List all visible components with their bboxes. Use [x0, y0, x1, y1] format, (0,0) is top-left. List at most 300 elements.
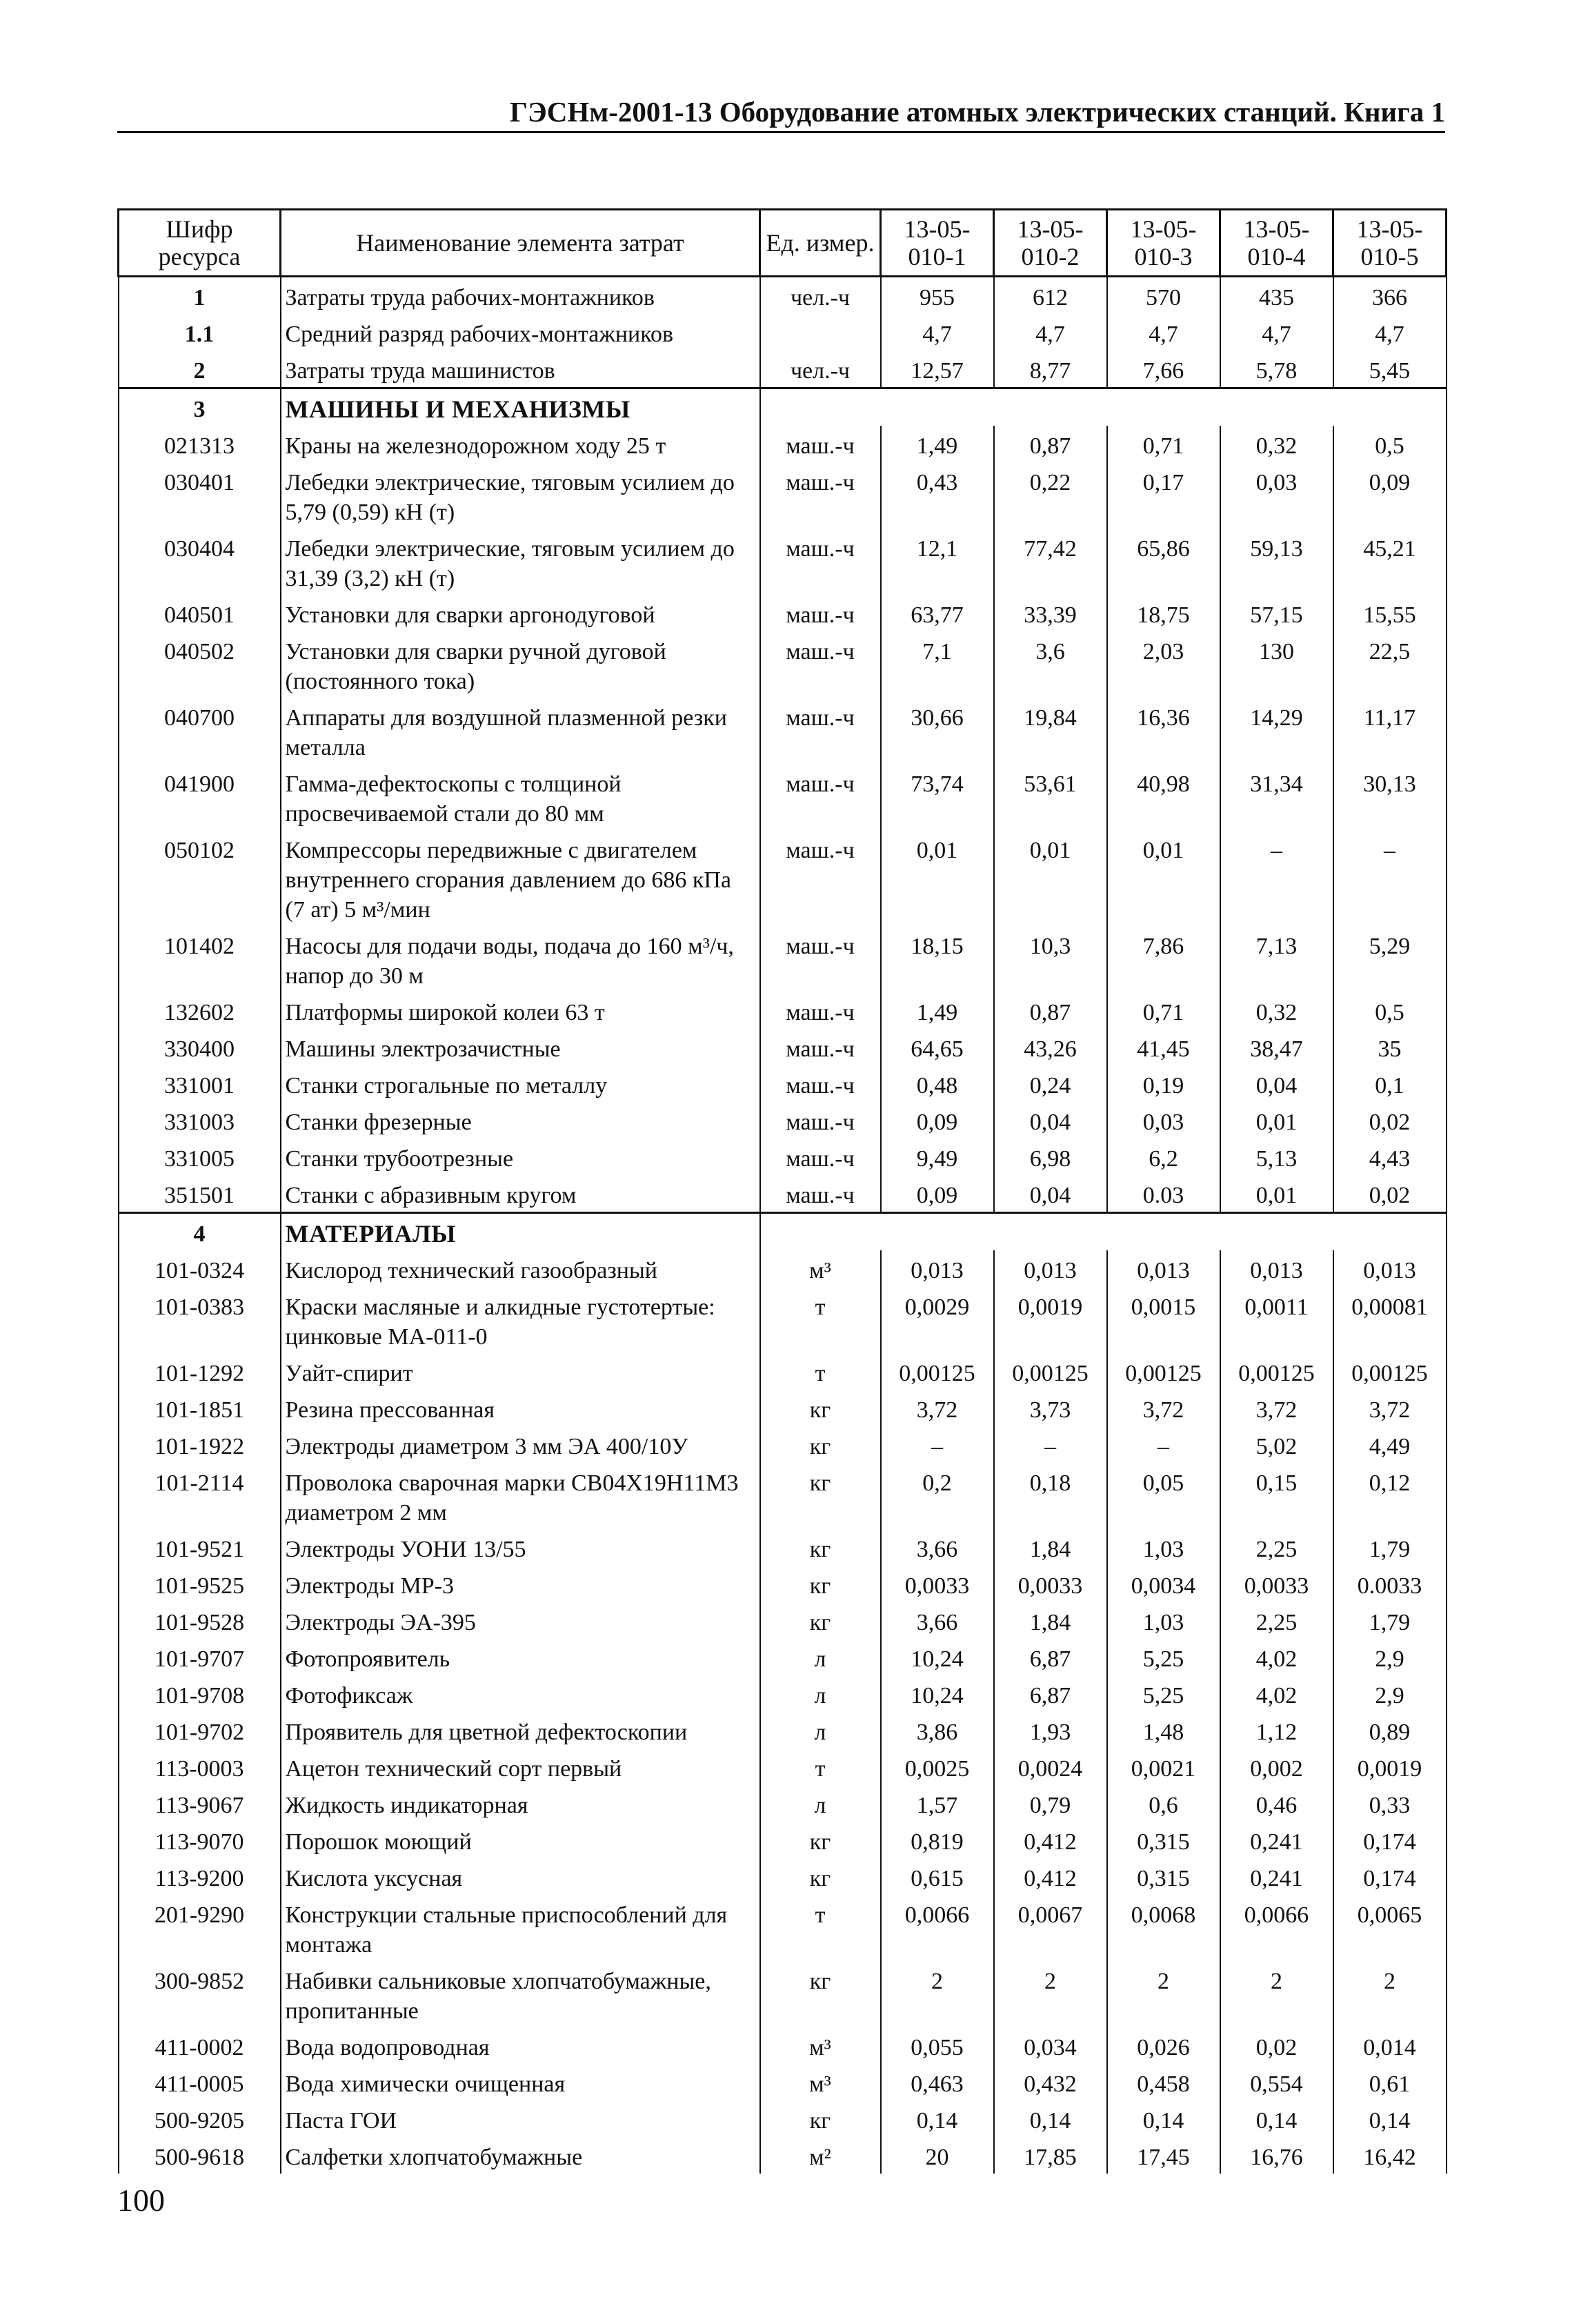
resource-code: 050102	[119, 830, 281, 926]
norm-value-5: 15,55	[1333, 595, 1447, 631]
resource-code: 101-9702	[119, 1712, 281, 1749]
resource-unit: маш.-ч	[760, 1029, 881, 1065]
resource-code: 500-9205	[119, 2100, 281, 2137]
norm-value-2: 0,412	[994, 1858, 1107, 1895]
norm-value-4: 0,554	[1220, 2064, 1333, 2100]
resource-code: 040501	[119, 595, 281, 631]
resource-unit: кг	[760, 1566, 881, 1602]
norm-value-2: 0,00125	[994, 1353, 1107, 1390]
resource-unit: м³	[760, 2027, 881, 2064]
norm-value-4: 0,02	[1220, 2027, 1333, 2064]
resource-unit: маш.-ч	[760, 698, 881, 764]
norm-value-1: 10,24	[881, 1639, 994, 1675]
table-row	[119, 926, 1447, 992]
resource-name: Конструкции стальные приспособлений для монтажа	[281, 1895, 760, 1961]
resource-unit: л	[760, 1712, 881, 1749]
resource-code: 101-0324	[119, 1250, 281, 1287]
resource-unit: т	[760, 1895, 881, 1961]
norm-value-5: 4,49	[1333, 1426, 1447, 1463]
norm-value-5: 0.0033	[1333, 1566, 1447, 1602]
norm-value-2: 19,84	[994, 698, 1107, 764]
norm-value-5: 5,29	[1333, 926, 1447, 992]
norm-value-1: 0,463	[881, 2064, 994, 2100]
norm-value-4: 0,0066	[1220, 1895, 1333, 1961]
table-row	[119, 631, 1447, 698]
resource-code: 101-9525	[119, 1566, 281, 1602]
norm-value-2: 0,01	[994, 830, 1107, 926]
norm-value-3: 2	[1107, 1961, 1220, 2027]
norm-value-1: 3,66	[881, 1602, 994, 1639]
resource-code: 113-9200	[119, 1858, 281, 1895]
resource-name: Установки для сварки ручной дуговой (постоянного тока)	[281, 631, 760, 698]
norm-value-3: 18,75	[1107, 595, 1220, 631]
norm-value-2: 0,87	[994, 992, 1107, 1029]
resource-code: 101-0383	[119, 1287, 281, 1353]
norm-value-3: 1,03	[1107, 1529, 1220, 1566]
section-filler	[881, 388, 994, 426]
resource-unit: маш.-ч	[760, 529, 881, 595]
norm-value-2: 6,98	[994, 1139, 1107, 1175]
table-row	[119, 426, 1447, 462]
resource-name: Электроды диаметром 3 мм ЭА 400/10У	[281, 1426, 760, 1463]
norm-value-2: 1,93	[994, 1712, 1107, 1749]
norm-value-5: 0,33	[1333, 1785, 1447, 1822]
norm-value-4: 16,76	[1220, 2137, 1333, 2174]
norm-value-3: 0.03	[1107, 1175, 1220, 1213]
norm-value-4: 5,13	[1220, 1139, 1333, 1175]
norm-value-1: 3,66	[881, 1529, 994, 1566]
norm-value-4: 0,0011	[1220, 1287, 1333, 1353]
resource-name: Средний разряд рабочих-монтажников	[281, 314, 760, 351]
resource-name: Краны на железнодорожном ходу 25 т	[281, 426, 760, 462]
norm-value-5: 0,1	[1333, 1065, 1447, 1102]
norm-value-3: 6,2	[1107, 1139, 1220, 1175]
table-row	[119, 1961, 1447, 2027]
section-filler	[1220, 388, 1333, 426]
resource-code: 2	[119, 351, 281, 388]
table-row	[119, 1712, 1447, 1749]
norm-value-4: 0,32	[1220, 992, 1333, 1029]
norm-value-1: 1,49	[881, 992, 994, 1029]
resource-unit: кг	[760, 1822, 881, 1858]
table-row	[119, 277, 1447, 315]
table-row	[119, 1822, 1447, 1858]
norm-value-4: 2	[1220, 1961, 1333, 2027]
resource-code: 113-0003	[119, 1749, 281, 1785]
resource-code: 113-9067	[119, 1785, 281, 1822]
norm-value-3: 0,6	[1107, 1785, 1220, 1822]
norm-value-2: 0,22	[994, 462, 1107, 529]
section-code: 4	[119, 1213, 281, 1251]
resource-name: Резина прессованная	[281, 1390, 760, 1426]
table-row	[119, 595, 1447, 631]
resource-unit: л	[760, 1675, 881, 1712]
page-number: 100	[117, 2183, 165, 2218]
norm-value-5: 16,42	[1333, 2137, 1447, 2174]
table-row	[119, 1463, 1447, 1529]
resource-unit: чел.-ч	[760, 351, 881, 388]
norm-value-2: 0,013	[994, 1250, 1107, 1287]
section-filler	[994, 1213, 1107, 1251]
norm-value-4: –	[1220, 830, 1333, 926]
norm-value-5: 0,00125	[1333, 1353, 1447, 1390]
resource-unit: т	[760, 1287, 881, 1353]
section-row	[119, 1213, 1447, 1251]
table-row	[119, 2064, 1447, 2100]
norm-value-5: 0,174	[1333, 1858, 1447, 1895]
resource-code: 040502	[119, 631, 281, 698]
norm-value-3: 4,7	[1107, 314, 1220, 351]
norm-value-5: 0,89	[1333, 1712, 1447, 1749]
table-row	[119, 1029, 1447, 1065]
table-row	[119, 1639, 1447, 1675]
norm-value-5: 0,0019	[1333, 1749, 1447, 1785]
norm-value-5: 2	[1333, 1961, 1447, 2027]
norm-value-4: 57,15	[1220, 595, 1333, 631]
resource-unit: т	[760, 1749, 881, 1785]
norm-value-4: 38,47	[1220, 1029, 1333, 1065]
norm-value-4: 0,15	[1220, 1463, 1333, 1529]
resource-code: 101-9521	[119, 1529, 281, 1566]
column-header-norm-2: 13-05-010-2	[994, 210, 1107, 277]
section-row	[119, 388, 1447, 426]
section-filler	[760, 1213, 881, 1251]
norm-value-1: 3,86	[881, 1712, 994, 1749]
norm-value-5: 0,174	[1333, 1822, 1447, 1858]
resource-code: 101-9708	[119, 1675, 281, 1712]
norm-value-2: 8,77	[994, 351, 1107, 388]
norm-value-3: 0,458	[1107, 2064, 1220, 2100]
norm-value-4: 0,002	[1220, 1749, 1333, 1785]
resource-unit: кг	[760, 1390, 881, 1426]
norm-value-4: 3,72	[1220, 1390, 1333, 1426]
resource-name: Вода химически очищенная	[281, 2064, 760, 2100]
resource-name: Станки строгальные по металлу	[281, 1065, 760, 1102]
norm-value-5: 366	[1333, 277, 1447, 315]
resource-unit: чел.-ч	[760, 277, 881, 315]
norm-value-4: 5,02	[1220, 1426, 1333, 1463]
norm-value-1: 0,0066	[881, 1895, 994, 1961]
norm-value-4: 0,14	[1220, 2100, 1333, 2137]
resource-name: Проявитель для цветной дефектоскопии	[281, 1712, 760, 1749]
norm-value-3: 0,14	[1107, 2100, 1220, 2137]
norm-value-4: 59,13	[1220, 529, 1333, 595]
norm-value-5: 0,013	[1333, 1250, 1447, 1287]
norm-value-3: 16,36	[1107, 698, 1220, 764]
column-header-name: Наименование элемента затрат	[281, 210, 760, 277]
norm-value-3: 0,19	[1107, 1065, 1220, 1102]
norm-value-2: 0,04	[994, 1175, 1107, 1213]
resource-name: Краски масляные и алкидные густотертые: цинковые МА-011-0	[281, 1287, 760, 1353]
norm-value-5: 30,13	[1333, 764, 1447, 830]
norm-value-1: 20	[881, 2137, 994, 2174]
table-row	[119, 529, 1447, 595]
norm-value-2: 0,0024	[994, 1749, 1107, 1785]
norm-value-5: 1,79	[1333, 1602, 1447, 1639]
resource-unit: кг	[760, 1602, 881, 1639]
norm-value-4: 130	[1220, 631, 1333, 698]
table-row	[119, 830, 1447, 926]
resource-code: 030401	[119, 462, 281, 529]
norm-value-4: 0,241	[1220, 1858, 1333, 1895]
table-row	[119, 2137, 1447, 2174]
resource-unit: маш.-ч	[760, 1065, 881, 1102]
norm-value-2: 17,85	[994, 2137, 1107, 2174]
resource-name: Станки трубоотрезные	[281, 1139, 760, 1175]
resource-code: 030404	[119, 529, 281, 595]
norm-value-4: 4,02	[1220, 1675, 1333, 1712]
norm-value-4: 0,01	[1220, 1102, 1333, 1139]
resource-unit: маш.-ч	[760, 426, 881, 462]
norm-value-2: –	[994, 1426, 1107, 1463]
table-row	[119, 992, 1447, 1029]
table-row	[119, 1675, 1447, 1712]
norm-value-5: 0,09	[1333, 462, 1447, 529]
resource-code: 132602	[119, 992, 281, 1029]
section-filler	[1107, 388, 1220, 426]
resource-name: Ацетон технический сорт первый	[281, 1749, 760, 1785]
norm-value-1: 73,74	[881, 764, 994, 830]
resource-unit: м²	[760, 2137, 881, 2174]
norm-value-5: 0,14	[1333, 2100, 1447, 2137]
resource-unit: м³	[760, 1250, 881, 1287]
table-row	[119, 2027, 1447, 2064]
column-header-norm-4: 13-05-010-4	[1220, 210, 1333, 277]
norm-value-4: 435	[1220, 277, 1333, 315]
norm-value-4: 0,04	[1220, 1065, 1333, 1102]
resource-name: Затраты труда рабочих-монтажников	[281, 277, 760, 315]
norm-value-4: 7,13	[1220, 926, 1333, 992]
norm-value-2: 0,432	[994, 2064, 1107, 2100]
page-header: ГЭСНм-2001-13 Оборудование атомных электрических станций. Книга 1	[117, 97, 1445, 133]
norm-value-1: 0,0033	[881, 1566, 994, 1602]
section-filler	[994, 388, 1107, 426]
norm-value-4: 4,02	[1220, 1639, 1333, 1675]
norm-value-4: 0,01	[1220, 1175, 1333, 1213]
resource-unit: т	[760, 1353, 881, 1390]
norm-value-4: 0,00125	[1220, 1353, 1333, 1390]
norm-value-1: 0,14	[881, 2100, 994, 2137]
resource-name: Затраты труда машинистов	[281, 351, 760, 388]
norm-value-2: 6,87	[994, 1675, 1107, 1712]
resource-name: Платформы широкой колеи 63 т	[281, 992, 760, 1029]
norm-value-3: 0,0015	[1107, 1287, 1220, 1353]
resource-code: 101-1292	[119, 1353, 281, 1390]
norm-value-1: 0,00125	[881, 1353, 994, 1390]
norm-value-4: 0,241	[1220, 1822, 1333, 1858]
norm-value-4: 0,46	[1220, 1785, 1333, 1822]
norm-value-3: 1,48	[1107, 1712, 1220, 1749]
resource-code: 201-9290	[119, 1895, 281, 1961]
norm-value-1: 0,43	[881, 462, 994, 529]
table-row	[119, 1065, 1447, 1102]
table-row	[119, 1602, 1447, 1639]
norm-value-5: 0,0065	[1333, 1895, 1447, 1961]
resource-name: Салфетки хлопчатобумажные	[281, 2137, 760, 2174]
table-row	[119, 1749, 1447, 1785]
resource-code: 021313	[119, 426, 281, 462]
norm-value-4: 31,34	[1220, 764, 1333, 830]
norm-value-2: 53,61	[994, 764, 1107, 830]
norm-value-4: 4,7	[1220, 314, 1333, 351]
norm-value-2: 0,24	[994, 1065, 1107, 1102]
table-row	[119, 764, 1447, 830]
section-filler	[760, 388, 881, 426]
resource-name: Электроды ЭА-395	[281, 1602, 760, 1639]
resource-code: 101-2114	[119, 1463, 281, 1529]
norm-value-3: 41,45	[1107, 1029, 1220, 1065]
resource-code: 1	[119, 277, 281, 315]
table-row	[119, 1287, 1447, 1353]
section-title: МАТЕРИАЛЫ	[281, 1213, 760, 1251]
resource-code: 500-9618	[119, 2137, 281, 2174]
resource-name: Проволока сварочная марки СВ04Х19Н11М3 диаметром 2 мм	[281, 1463, 760, 1529]
resource-name: Установки для сварки аргонодуговой	[281, 595, 760, 631]
norm-value-1: 30,66	[881, 698, 994, 764]
norm-value-5: 11,17	[1333, 698, 1447, 764]
norm-value-3: 0,17	[1107, 462, 1220, 529]
norm-value-1: 1,57	[881, 1785, 994, 1822]
table-row	[119, 1426, 1447, 1463]
norm-value-2: 3,73	[994, 1390, 1107, 1426]
resource-code: 101-9707	[119, 1639, 281, 1675]
resource-unit: маш.-ч	[760, 1102, 881, 1139]
table-row	[119, 1139, 1447, 1175]
norm-value-4: 2,25	[1220, 1602, 1333, 1639]
norm-value-5: 0,61	[1333, 2064, 1447, 2100]
column-header-code: Шифр ресурса	[119, 210, 281, 277]
resource-code: 331003	[119, 1102, 281, 1139]
norm-value-1: –	[881, 1426, 994, 1463]
resource-name: Кислород технический газообразный	[281, 1250, 760, 1287]
table-row	[119, 698, 1447, 764]
norm-value-3: 0,00125	[1107, 1353, 1220, 1390]
norm-value-5: 0,02	[1333, 1175, 1447, 1213]
resource-unit: маш.-ч	[760, 764, 881, 830]
resource-code: 411-0005	[119, 2064, 281, 2100]
norm-value-5: 0,014	[1333, 2027, 1447, 2064]
norm-value-1: 18,15	[881, 926, 994, 992]
norm-value-4: 0,0033	[1220, 1566, 1333, 1602]
table-row	[119, 1390, 1447, 1426]
table-row	[119, 1529, 1447, 1566]
norm-value-2: 0,412	[994, 1822, 1107, 1858]
resource-unit: маш.-ч	[760, 830, 881, 926]
resource-unit: кг	[760, 1463, 881, 1529]
resource-unit: л	[760, 1639, 881, 1675]
resource-name: Машины электрозачистные	[281, 1029, 760, 1065]
norm-value-1: 0,0029	[881, 1287, 994, 1353]
norm-value-3: 0,0068	[1107, 1895, 1220, 1961]
resource-unit	[760, 314, 881, 351]
norm-value-2: 3,6	[994, 631, 1107, 698]
resource-name: Жидкость индикаторная	[281, 1785, 760, 1822]
norm-value-2: 10,3	[994, 926, 1107, 992]
norm-value-1: 63,77	[881, 595, 994, 631]
resource-unit: л	[760, 1785, 881, 1822]
table-row	[119, 1102, 1447, 1139]
norm-value-4: 1,12	[1220, 1712, 1333, 1749]
resource-unit: маш.-ч	[760, 462, 881, 529]
norm-value-5: 0,5	[1333, 992, 1447, 1029]
norm-value-2: 0,0019	[994, 1287, 1107, 1353]
resource-code: 351501	[119, 1175, 281, 1213]
column-header-norm-1: 13-05-010-1	[881, 210, 994, 277]
resource-code: 1.1	[119, 314, 281, 351]
norm-value-1: 9,49	[881, 1139, 994, 1175]
norm-value-3: 0,315	[1107, 1858, 1220, 1895]
resource-code: 411-0002	[119, 2027, 281, 2064]
resource-name: Электроды УОНИ 13/55	[281, 1529, 760, 1566]
resource-name: Паста ГОИ	[281, 2100, 760, 2137]
table-row	[119, 1785, 1447, 1822]
norm-value-1: 0,01	[881, 830, 994, 926]
resource-code: 330400	[119, 1029, 281, 1065]
resource-code: 331001	[119, 1065, 281, 1102]
resource-name: Гамма-дефектоскопы с толщиной просвечиваемой стали до 80 мм	[281, 764, 760, 830]
resource-unit: кг	[760, 2100, 881, 2137]
section-filler	[881, 1213, 994, 1251]
norm-value-1: 0,2	[881, 1463, 994, 1529]
norm-value-3: 17,45	[1107, 2137, 1220, 2174]
norm-value-1: 1,49	[881, 426, 994, 462]
norm-value-1: 3,72	[881, 1390, 994, 1426]
norm-value-3: 0,0034	[1107, 1566, 1220, 1602]
resource-name: Вода водопроводная	[281, 2027, 760, 2064]
norm-value-1: 0,09	[881, 1102, 994, 1139]
norm-value-1: 0,09	[881, 1175, 994, 1213]
norm-value-2: 1,84	[994, 1602, 1107, 1639]
table-row	[119, 314, 1447, 351]
norm-value-1: 4,7	[881, 314, 994, 351]
norm-value-3: 0,01	[1107, 830, 1220, 926]
table-header-row	[119, 210, 1447, 277]
norm-value-4: 2,25	[1220, 1529, 1333, 1566]
table-body	[119, 277, 1447, 2174]
resource-unit: маш.-ч	[760, 992, 881, 1029]
resource-code: 331005	[119, 1139, 281, 1175]
resource-code: 101-9528	[119, 1602, 281, 1639]
norm-value-5: 5,45	[1333, 351, 1447, 388]
norm-value-5: 0,5	[1333, 426, 1447, 462]
resource-name: Аппараты для воздушной плазменной резки металла	[281, 698, 760, 764]
resource-cost-table	[117, 208, 1447, 2174]
resource-unit: кг	[760, 1529, 881, 1566]
norm-value-4: 5,78	[1220, 351, 1333, 388]
resource-name: Набивки сальниковые хлопчатобумажные, пропитанные	[281, 1961, 760, 2027]
section-filler	[1107, 1213, 1220, 1251]
norm-value-1: 12,57	[881, 351, 994, 388]
norm-value-2: 0,0033	[994, 1566, 1107, 1602]
table-row	[119, 1858, 1447, 1895]
norm-value-2: 4,7	[994, 314, 1107, 351]
section-filler	[1333, 388, 1447, 426]
resource-unit: маш.-ч	[760, 595, 881, 631]
table-row	[119, 462, 1447, 529]
norm-value-3: 5,25	[1107, 1675, 1220, 1712]
norm-value-2: 0,04	[994, 1102, 1107, 1139]
norm-value-3: 570	[1107, 277, 1220, 315]
column-header-norm-3: 13-05-010-3	[1107, 210, 1220, 277]
resource-name: Насосы для подачи воды, подача до 160 м³/ч, напор до 30 м	[281, 926, 760, 992]
column-header-norm-5: 13-05-010-5	[1333, 210, 1447, 277]
norm-value-5: 3,72	[1333, 1390, 1447, 1426]
table-row	[119, 1353, 1447, 1390]
norm-value-4: 0,32	[1220, 426, 1333, 462]
norm-value-1: 7,1	[881, 631, 994, 698]
resource-name: Станки фрезерные	[281, 1102, 760, 1139]
resource-unit: кг	[760, 1858, 881, 1895]
